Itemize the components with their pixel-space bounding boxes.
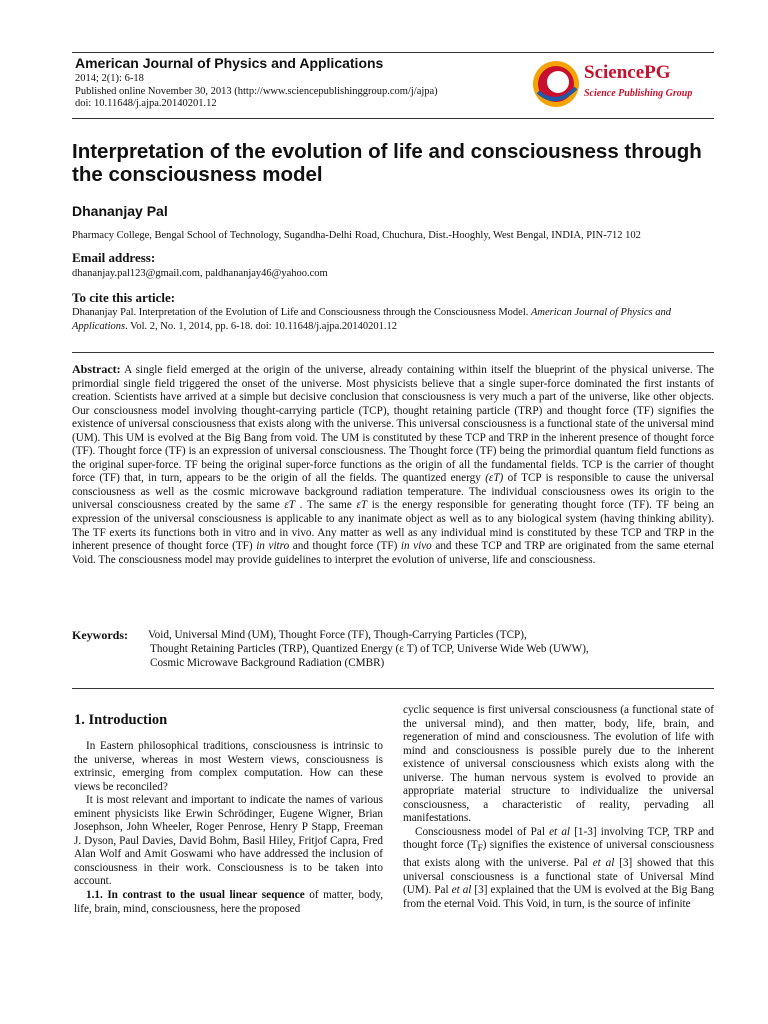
paragraph-text: of matter, body, life, brain, mind, consciousness, here the proposed <box>74 889 384 915</box>
paragraph-text: ) signifies the existence of universal consciousness that exists along with the universe. Pal <box>403 839 714 870</box>
header-bottom-rule <box>72 118 714 119</box>
email-heading: Email address: <box>72 250 156 265</box>
abstract-italic-in-vivo: in vivo <box>400 540 432 553</box>
paragraph-text: [3] explained that the UM is evolved at the Big Bang from the eternal Void. This Void, in turn, is the source of infinite <box>403 884 714 910</box>
abstract-text-6: and these TCP and TRP are originated from the same eternal Void. The consciousness model may provide guidelines to interpret the evolution of universe, life and consciousness. <box>72 540 714 566</box>
published-line[interactable]: Published online November 30, 2013 (http://www.sciencepublishinggroup.com/j/ajpa) <box>75 86 438 97</box>
abstract-text-5: and thought force (TF) <box>289 540 401 553</box>
section-heading-introduction: 1. Introduction <box>74 712 168 728</box>
doi-line[interactable]: doi: 10.11648/j.ajpa.20140201.12 <box>75 98 217 109</box>
affiliation: Pharmacy College, Bengal School of Technology, Sugandha-Delhi Road, Chuchura, Dist.-Hooghly, West Bengal, INDIA, PIN-712 102 <box>72 230 641 241</box>
energy-symbol: (εT) <box>485 472 504 485</box>
paragraph <box>403 826 714 912</box>
logo-subtitle: Science Publishing Group <box>584 88 693 99</box>
keywords-bottom-rule <box>72 688 714 689</box>
abstract-text-3: . The same <box>294 499 357 512</box>
keywords-line-3: Cosmic Microwave Background Radiation (CMBR) <box>150 657 385 669</box>
abstract <box>72 363 714 567</box>
abstract-text-1: A single field emerged at the origin of the universe, already containing within itself the blueprint of the physical universe. The primordial single field triggered the onset of the universe. Most physicists believe that a single super-force dominated the first instants of creation. Scientists have arrived at a simple but decisive conclusion that consciousness is very much a part of the universe, like other objects. Our consciousness model involving thought-carrying particle (TCP), thought retaining particle (TRP) and thought force (TF) signifies the existence of universal consciousness that exists along with the universe. This universal consciousness is a functional state of the universal mind (UM). This UM is evolved at the Big Bang from void. The UM is constituted by these TCP and TRP in the inherent presence of thought force (TF). Thought force (TF) is an expression of universal consciousness. The Thought force (TF) being the primordial quantum field functions as the original super-force. TF being the original super-force functions as the origin of all the fundamental fields. TCP is the carrier of thought force (TF) that, in turn, appears to be the origin of all the fields. The quantized energy <box>72 364 715 485</box>
et-al: et al <box>451 884 472 897</box>
cite-journal: American Journal of Physics and Applications <box>72 307 671 332</box>
email-addresses[interactable]: dhananjay.pal123@gmail.com, paldhananjay46@yahoo.com <box>72 268 328 279</box>
journal-title: American Journal of Physics and Applications <box>75 55 384 71</box>
energy-symbol: εT <box>356 499 368 512</box>
subscript-f: F <box>477 844 483 855</box>
cite-text <box>72 306 712 334</box>
sciencepg-logo-icon <box>530 58 582 110</box>
header-top-rule <box>72 52 714 53</box>
article-title: Interpretation of the evolution of life and consciousness through the consciousness model <box>72 140 702 186</box>
cite-heading: To cite this article: <box>72 290 176 305</box>
paragraph: In Eastern philosophical traditions, consciousness is intrinsic to the universe, whereas in most Western views, consciousness is extrinsic, emerging from complex computation. How can these views be reconciled? <box>74 740 383 793</box>
et-al: et al <box>549 825 571 838</box>
abstract-label: Abstract: <box>72 362 121 376</box>
abstract-italic-in-vitro: in vitro <box>256 540 290 553</box>
right-column <box>403 704 714 911</box>
paragraph: It is most relevant and important to indicate the names of various eminent physicists like Erwin Schrödinger, Eugene Wigner, Brian Josephson, John Wheeler, Roger Penrose, Henry P Stapp, Freeman J. Dyson, Paul Davies, David Bohm, Basil Hiley, Fritjof Capra, Fred Alan Wolf and Amit Goswami who have addressed the inclusion of consciousness in their work. Consciousness is to be taken into account. <box>74 794 383 888</box>
logo-name: SciencePG <box>584 62 671 83</box>
keywords-line-2: Thought Retaining Particles (TRP), Quantized Energy (ε T) of TCP, Universe Wide Web (UWW), <box>150 643 589 655</box>
cite-text-main: Dhananjay Pal. Interpretation of the Evolution of Life and Consciousness through the Consciousness Model. <box>72 307 532 318</box>
paragraph <box>74 889 383 916</box>
author-name: Dhananjay Pal <box>72 203 168 219</box>
keywords-line-1: Void, Universal Mind (UM), Thought Force (TF), Though-Carrying Particles (TCP), <box>148 629 527 641</box>
volume-line: 2014; 2(1): 6-18 <box>75 73 144 84</box>
left-column <box>74 740 383 916</box>
cite-text-end: . Vol. 2, No. 1, 2014, pp. 6-18. doi: 10.11648/j.ajpa.20140201.12 <box>125 321 398 332</box>
energy-symbol: εT <box>284 499 295 512</box>
abstract-top-rule <box>72 352 714 353</box>
et-al: et al <box>592 857 615 870</box>
paragraph-text: [3] showed that this universal consciousness is a functional state of Universal Mind (UM). Pal <box>403 857 714 897</box>
subsection-lead: 1.1. In contrast to the usual linear sequence <box>86 889 305 902</box>
paragraph-text: [1-3] involving TCP, TRP and thought force (T <box>403 825 714 852</box>
paragraph-text: Consciousness model of Pal <box>415 825 550 838</box>
keywords-label: Keywords: <box>72 628 128 642</box>
abstract-text-2: of TCP is responsible to cause the universal consciousness as well as the cosmic microwave background radiation temperature. The individual consciousness owes its origin to the universal consciousness created by the same <box>72 472 714 512</box>
paragraph: cyclic sequence is first universal consciousness (a functional state of the universal mind), and then matter, body, life, brain, and regeneration of mind and consciousness. The evolution of life with mind and consciousness is possible purely due to the inherent existence of universal consciousness which exists along with the universe. The human nervous system is evolved to provide an appropriate material structure to individualize the universal consciousness, a characteristic of reality, pervading all manifestations. <box>403 704 714 825</box>
abstract-text-4: is the energy responsible for generating thought force (TF). TF being an expression of the universal consciousness is applicable to any inanimate object as well as to any biological system (having thinking ability). The TF exerts its functions both in vitro and in vivo. Any matter as well as any individual mind is constituted by these TCP and TRP in the inherent presence of thought force (TF) <box>72 499 714 553</box>
